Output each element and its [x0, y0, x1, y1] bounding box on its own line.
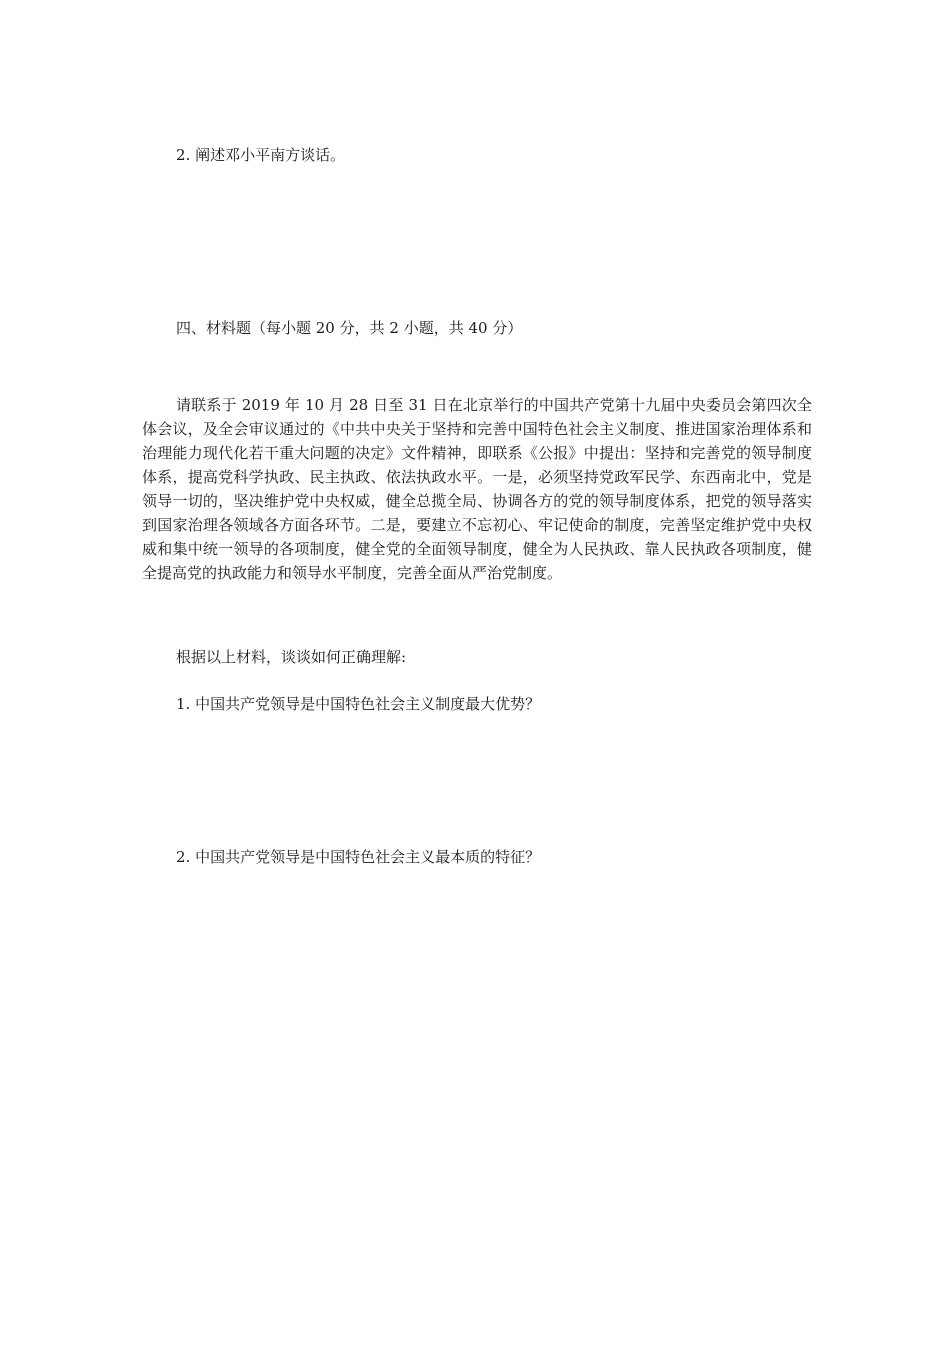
question-2-deng-xiaoping-southern-talks: 2. 阐述邓小平南方谈话。 [176, 146, 346, 164]
material-prompt: 根据以上材料，谈谈如何正确理解: [176, 648, 407, 666]
section-4-heading: 四、材料题（每小题 20 分，共 2 小题，共 40 分） [176, 319, 523, 337]
material-question-1: 1. 中国共产党领导是中国特色社会主义制度最大优势？ [176, 695, 541, 713]
material-question-2: 2. 中国共产党领导是中国特色社会主义最本质的特征？ [176, 848, 541, 866]
material-paragraph: 请联系于 2019 年 10 月 28 日至 31 日在北京举行的中国共产党第十九届中央委员会第四次全体会议，及全会审议通过的《中共中央关于坚持和完善中国特色社会主义制度、推进国家治理体系和治理能力现代化若干重大问题的决定》文件精神，即联系《公报》中提出：坚持和完善党的领导制度体系，提高党科学执政、民主执政、依法执政水平。一是，必须坚持党政军民学、东西南北中，党是领导一切的，坚决维护党中央权威，健全总揽全局、协调各方的党的领导制度体系，把党的领导落实到国家治理各领域各方面各环节。二是，要建立不忘初心、牢记使命的制度，完善坚定维护党中央权威和集中统一领导的各项制度，健全党的全面领导制度，健全为人民执政、靠人民执政各项制度，健全提高党的执政能力和领导水平制度，完善全面从严治党制度。 [142, 396, 812, 582]
